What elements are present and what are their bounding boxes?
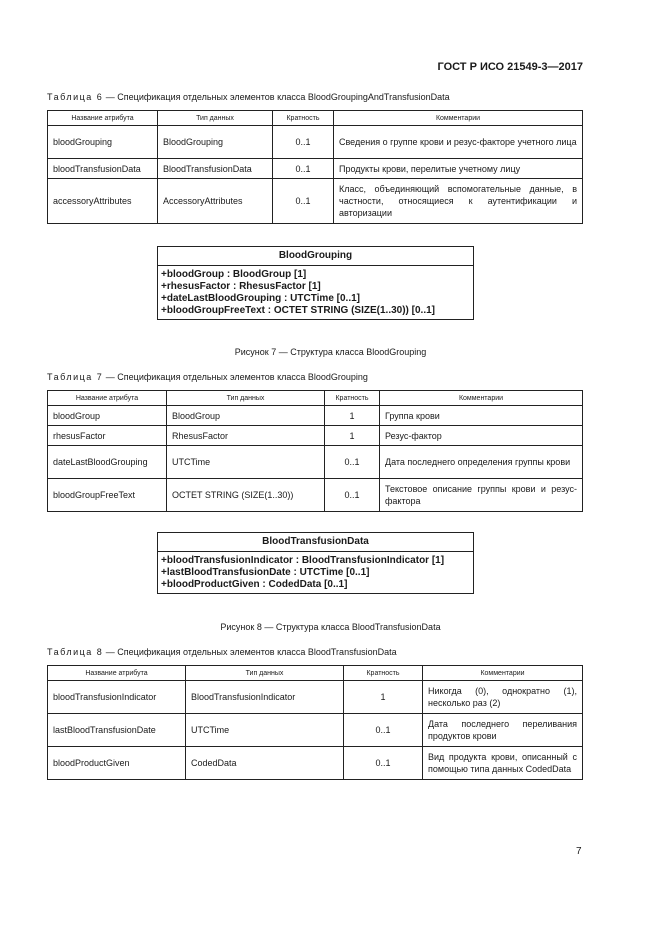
table-cell: UTCTime xyxy=(186,714,344,747)
uml-attribute: +rhesusFactor : RhesusFactor [1] xyxy=(161,281,321,292)
table-row xyxy=(48,747,583,780)
table7-header-cell: Кратность xyxy=(325,391,380,406)
uml-attribute-list xyxy=(158,552,473,593)
table-cell: 0..1 xyxy=(325,479,380,512)
table6-header-cell: Название атрибута xyxy=(48,111,158,126)
table-cell: 0..1 xyxy=(325,446,380,479)
table-cell: Резус-фактор xyxy=(380,426,583,446)
figure7-caption: Рисунок 7 — Структура класса BloodGrouping xyxy=(234,347,427,357)
table7-caption xyxy=(47,372,368,382)
table-cell: Никогда (0), однократно (1), несколько раз (2) xyxy=(423,681,583,714)
standard-designation: ГОСТ Р ИСО 21549-3—2017 xyxy=(437,61,583,73)
table-cell: BloodTransfusionIndicator xyxy=(186,681,344,714)
uml-class-bloodgrouping xyxy=(157,246,474,320)
table6 xyxy=(47,110,583,224)
table-row xyxy=(48,126,583,159)
table-row xyxy=(48,446,583,479)
table7-header-row xyxy=(48,391,583,406)
table-cell: bloodGroupFreeText xyxy=(48,479,167,512)
table-cell: bloodTransfusionIndicator xyxy=(48,681,186,714)
table-cell: Текстовое описание группы крови и резус-фактора xyxy=(380,479,583,512)
table-cell: bloodGrouping xyxy=(48,126,158,159)
table-cell: 0..1 xyxy=(344,714,423,747)
table-cell: UTCTime xyxy=(167,446,325,479)
table8 xyxy=(47,665,583,780)
table6-header-cell: Комментарии xyxy=(334,111,583,126)
table7-header-cell: Комментарии xyxy=(380,391,583,406)
table8-header-cell: Кратность xyxy=(344,666,423,681)
uml-attribute: +dateLastBloodGrouping : UTCTime [0..1] xyxy=(161,293,360,304)
table8-caption xyxy=(47,647,397,657)
table-cell: bloodGroup xyxy=(48,406,167,426)
uml-attribute: +bloodProductGiven : CodedData [0..1] xyxy=(161,579,348,590)
table-cell: 1 xyxy=(325,426,380,446)
table-cell: bloodTransfusionData xyxy=(48,159,158,179)
table7-caption-prefix: Таблица 7 xyxy=(47,372,104,382)
table6-header-cell: Кратность xyxy=(273,111,334,126)
table-cell: 0..1 xyxy=(273,159,334,179)
table7 xyxy=(47,390,583,512)
table6-header-cell: Тип данных xyxy=(158,111,273,126)
table6-caption-text: — Спецификация отдельных элементов класса BloodGroupingAndTransfusionData xyxy=(103,92,450,102)
table-cell: RhesusFactor xyxy=(167,426,325,446)
table-cell: 0..1 xyxy=(344,747,423,780)
table-cell: 0..1 xyxy=(273,126,334,159)
uml-class-bloodtransfusiondata xyxy=(157,532,474,594)
table-row xyxy=(48,426,583,446)
table-cell: CodedData xyxy=(186,747,344,780)
table6-caption xyxy=(47,92,450,102)
table-row xyxy=(48,714,583,747)
table-cell: BloodGroup xyxy=(167,406,325,426)
table7-header-cell: Тип данных xyxy=(167,391,325,406)
table-row xyxy=(48,406,583,426)
table8-header-cell: Комментарии xyxy=(423,666,583,681)
table-cell: Вид продукта крови, описанный с помощью типа данных CodedData xyxy=(423,747,583,780)
uml-attribute: +lastBloodTransfusionDate : UTCTime [0..1] xyxy=(161,567,370,578)
uml-attribute: +bloodGroup : BloodGroup [1] xyxy=(161,269,307,280)
table-cell: BloodGrouping xyxy=(158,126,273,159)
table-cell: AccessoryAttributes xyxy=(158,179,273,224)
table8-caption-prefix: Таблица 8 xyxy=(47,647,104,657)
table-cell: Сведения о группе крови и резус-факторе учетного лица xyxy=(334,126,583,159)
table-cell: Продукты крови, перелитые учетному лицу xyxy=(334,159,583,179)
table-cell: dateLastBloodGrouping xyxy=(48,446,167,479)
table-row xyxy=(48,479,583,512)
table-cell: Класс, объединяющий вспомогательные данные, в частности, относящиеся к аутентификации и авторизации xyxy=(334,179,583,224)
table-cell: Дата последнего переливания продуктов крови xyxy=(423,714,583,747)
table-cell: BloodTransfusionData xyxy=(158,159,273,179)
table-cell: Дата последнего определения группы крови xyxy=(380,446,583,479)
uml-attribute: +bloodGroupFreeText : OCTET STRING (SIZE(1..30)) [0..1] xyxy=(161,305,436,316)
table-cell: rhesusFactor xyxy=(48,426,167,446)
table-cell: bloodProductGiven xyxy=(48,747,186,780)
table8-header-cell: Название атрибута xyxy=(48,666,186,681)
table7-header-cell: Название атрибута xyxy=(48,391,167,406)
table-cell: 1 xyxy=(344,681,423,714)
table-cell: Группа крови xyxy=(380,406,583,426)
table-cell: accessoryAttributes xyxy=(48,179,158,224)
uml-class-name: BloodGrouping xyxy=(158,247,473,266)
table-row xyxy=(48,159,583,179)
table8-caption-text: — Спецификация отдельных элементов класса BloodTransfusionData xyxy=(103,647,397,657)
figure8-caption: Рисунок 8 — Структура класса BloodTransfusionData xyxy=(220,622,441,632)
table6-caption-prefix: Таблица 6 xyxy=(47,92,104,102)
table-cell: lastBloodTransfusionDate xyxy=(48,714,186,747)
uml-attribute: +bloodTransfusionIndicator : BloodTransfusionIndicator [1] xyxy=(161,555,445,566)
table8-header-cell: Тип данных xyxy=(186,666,344,681)
table-row xyxy=(48,179,583,224)
table8-header-row xyxy=(48,666,583,681)
table-row xyxy=(48,681,583,714)
uml-attribute-list xyxy=(158,266,473,319)
table-cell: 1 xyxy=(325,406,380,426)
page-number: 7 xyxy=(576,846,582,857)
uml-class-name: BloodTransfusionData xyxy=(158,533,473,552)
table7-caption-text: — Спецификация отдельных элементов класса BloodGrouping xyxy=(103,372,368,382)
table6-header-row xyxy=(48,111,583,126)
table-cell: 0..1 xyxy=(273,179,334,224)
table-cell: OCTET STRING (SIZE(1..30)) xyxy=(167,479,325,512)
